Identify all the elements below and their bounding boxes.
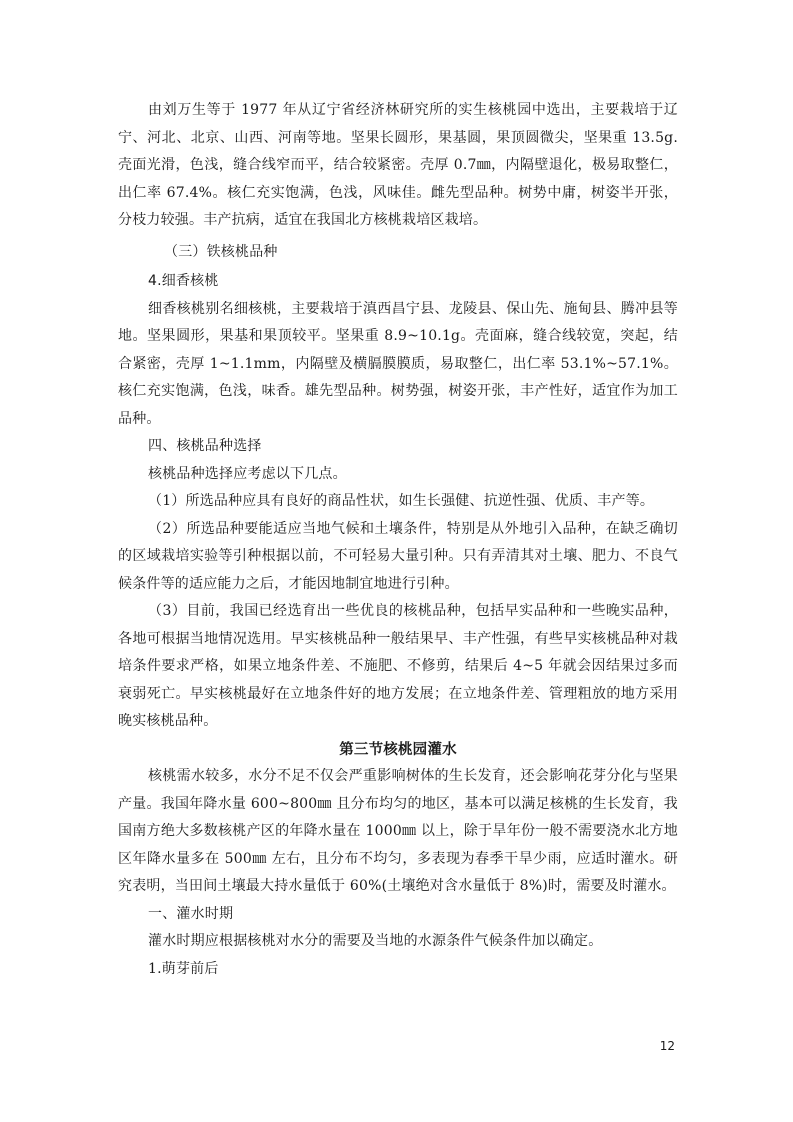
paragraph-selection-point-3: （3）目前，我国已经选育出一些优良的核桃品种，包括早实品种和一些晚实品种，各地可根据当地情况选用。早实核桃品种一般结果早、丰产性强，有些早实核桃品种对栽培条件要求严格，如果立地条件差、不施肥、不修剪，结果后 4~5 年就会因结果过多而衰弱死亡。早实核桃最好在立地条件好的地方发展；在立地条件差、管理粗放的地方采用晚实核桃品种。 (118, 603, 678, 729)
section-title-irrigation: 第三节核桃园灌水 (339, 740, 457, 758)
paragraph-variety-description: 由刘万生等于 1977 年从辽宁省经济林研究所的实生核桃园中选出，主要栽培于辽宁、河北、北京、山西、河南等地。坚果长圆形，果基圆，果顶圆微尖，坚果重 13.5g.壳面光滑，色浅，缝合线窄而平，结合较紧密。壳厚 0.7㎜，内隔壁退化，极易取整仁，出仁率 67.4%。核仁充实饱满，色浅，风味佳。雌先型品种。树势中庸，树姿半开张，分枝力较强。丰产抗病，适宜在我国北方核桃栽培区栽培。 (118, 102, 678, 228)
paragraph-irrigation-timing: 灌水时期应根据核桃对水分的需要及当地的水源条件气候条件加以确定。 (148, 933, 603, 949)
heading-before-budding: 1.萌芽前后 (148, 960, 219, 977)
paragraph-xixiang-description: 细香核桃别名细核桃，主要栽培于滇西昌宁县、龙陵县、保山先、施甸县、腾冲县等地。坚果圆形，果基和果顶较平。坚果重 8.9~10.1g。壳面麻，缝合线较宽，突起，结合紧密，壳厚 1~1.1mm，内隔壁及横膈膜膜质，易取整仁，出仁率 53.1%~57.1%。核仁充实饱满，色浅，味香。雄先型品种。树势强，树姿开张，丰产性好，适宜作为加工品种。 (118, 300, 678, 427)
heading-xixiang-walnut: 4.细香核桃 (148, 273, 219, 289)
page-number: 12 (659, 1039, 675, 1053)
paragraph-selection-point-2: （2）所选品种要能适应当地气候和土壤条件，特别是从外地引入品种，在缺乏确切的区域栽培实验等引种根据以前，不可轻易大量引种。只有弄清其对土壤、肥力、不良气候条件等的适应能力之后，才能因地制宜地进行引种。 (118, 520, 678, 592)
paragraph-irrigation-need: 核桃需水较多，水分不足不仅会严重影响树体的生长发育，还会影响花芽分化与坚果产量。我国年降水量 600~800㎜ 且分布均匀的地区，基本可以满足核桃的生长发育，我国南方绝大多数核桃产区的年降水量在 1000㎜ 以上，除于旱年份一般不需要浇水北方地区年降水量多在 500㎜ 左右，且分布不均匀，多表现为春季干旱少雨，应适时灌水。研究表明，当田间土壤最大持水量低于 60%(土壤绝对含水量低于 8%)时，需要及时灌水。 (118, 768, 678, 894)
heading-variety-selection: 四、核桃品种选择 (148, 438, 262, 454)
paragraph-selection-point-1: （1）所选品种应具有良好的商品性状，如生长强健、抗逆性强、优质、丰产等。 (148, 493, 655, 509)
heading-iron-walnut-varieties: （三）铁核桃品种 (164, 243, 278, 260)
paragraph-selection-intro: 核桃品种选择应考虑以下几点。 (148, 465, 347, 482)
heading-irrigation-timing: 一、灌水时期 (148, 905, 234, 922)
page-content (118, 97, 678, 983)
